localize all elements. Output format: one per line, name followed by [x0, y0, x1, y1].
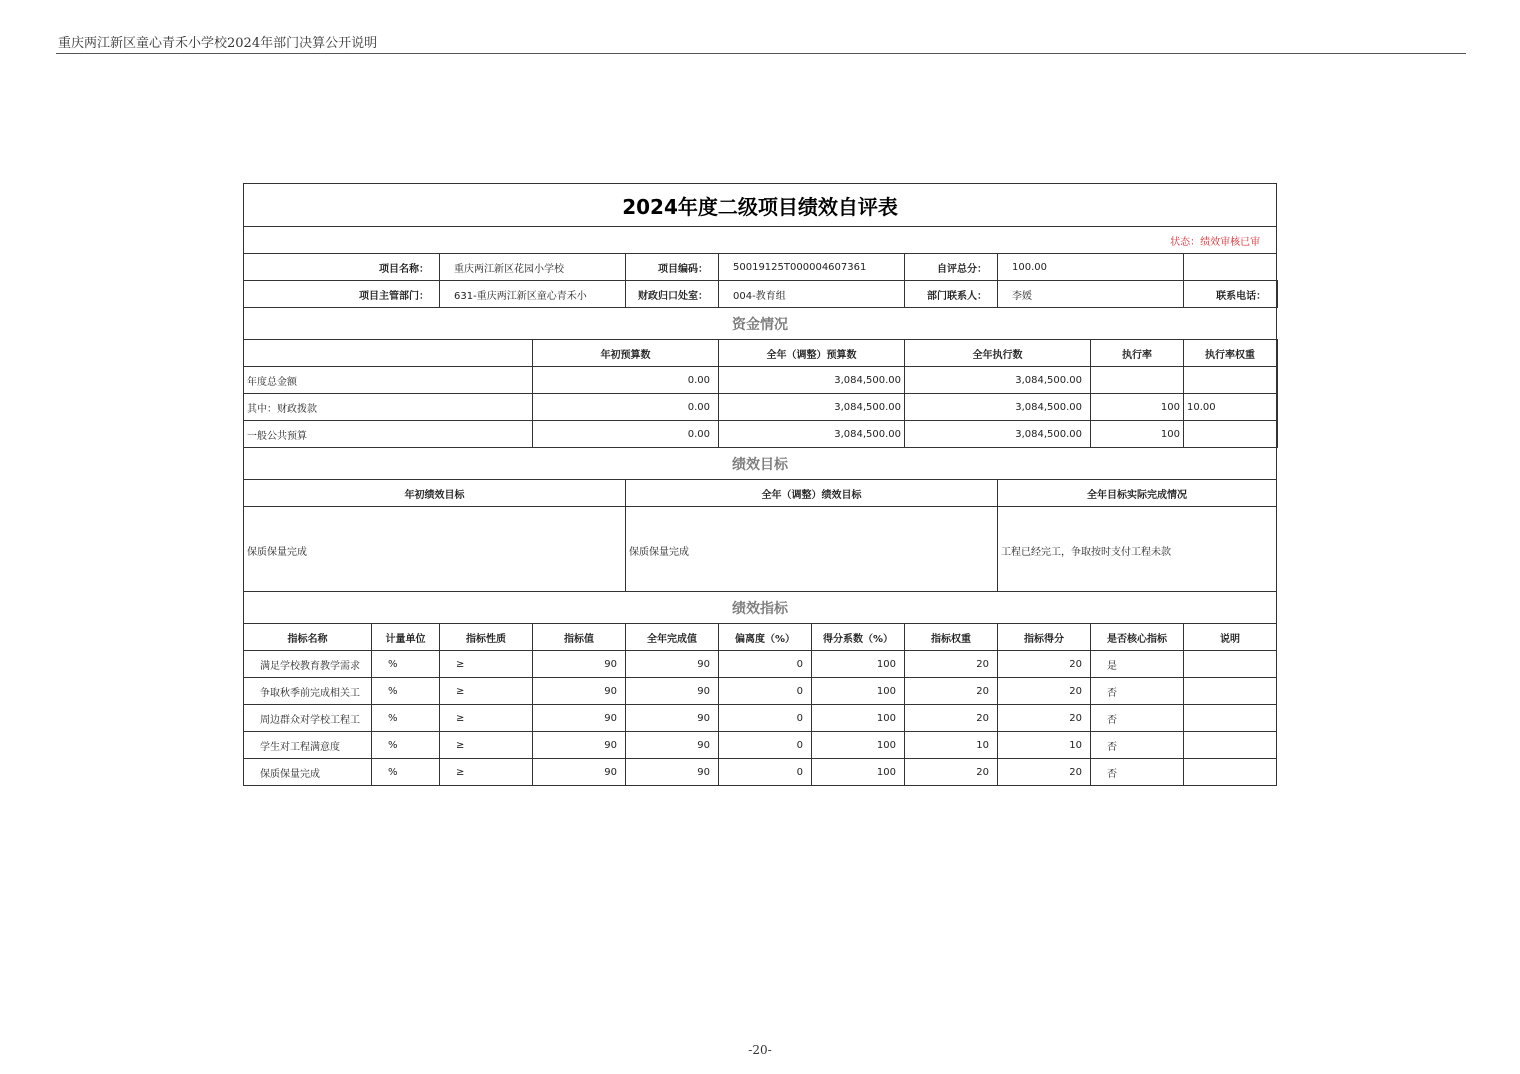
ind-score: 20	[998, 678, 1091, 705]
ind-unit: %	[372, 651, 440, 678]
ind-deviation: 0	[719, 705, 812, 732]
funds-row-rate: 100	[1091, 394, 1184, 421]
goal-adjusted-value: 保质保量完成	[626, 507, 998, 592]
ind-core: 否	[1091, 705, 1184, 732]
funds-row-initial: 0.00	[533, 421, 719, 448]
contact-label: 部门联系人：	[905, 281, 998, 308]
goals-header-initial: 年初绩效目标	[244, 480, 626, 507]
ind-nature: ≥	[440, 678, 533, 705]
ind-name: 保质保量完成	[244, 759, 372, 786]
ind-actual: 90	[626, 678, 719, 705]
score-label: 自评总分：	[905, 254, 998, 281]
ind-coef: 100	[812, 651, 905, 678]
ind-header-score: 指标得分	[998, 624, 1091, 651]
funds-row-rate: 100	[1091, 421, 1184, 448]
ind-actual: 90	[626, 732, 719, 759]
ind-unit: %	[372, 759, 440, 786]
funds-row-score	[1277, 367, 1278, 394]
ind-note	[1184, 705, 1277, 732]
form-title: 2024年度二级项目绩效自评表	[244, 184, 1277, 227]
ind-header-weight: 指标权重	[905, 624, 998, 651]
ind-header-coef: 得分系数（%）	[812, 624, 905, 651]
project-name-label: 项目名称：	[244, 254, 440, 281]
ind-name: 周边群众对学校工程工	[244, 705, 372, 732]
indicators-section-title: 绩效指标	[244, 592, 1277, 624]
goals-section-title: 绩效目标	[244, 448, 1277, 480]
ind-note	[1184, 678, 1277, 705]
ind-name: 学生对工程满意度	[244, 732, 372, 759]
ind-header-target: 指标值	[533, 624, 626, 651]
ind-score: 10	[998, 732, 1091, 759]
funds-header-weight: 执行率权重	[1184, 340, 1277, 367]
project-code-value: 50019125T000004607361	[719, 254, 905, 281]
funds-header-rate: 执行率	[1091, 340, 1184, 367]
ind-header-nature: 指标性质	[440, 624, 533, 651]
funds-header-blank	[244, 340, 533, 367]
funds-row-name: 其中：财政拨款	[244, 394, 533, 421]
ind-weight: 10	[905, 732, 998, 759]
funds-header-row	[244, 340, 1278, 367]
ind-unit: %	[372, 705, 440, 732]
ind-actual: 90	[626, 651, 719, 678]
project-name-value: 重庆两江新区花园小学校	[440, 254, 626, 281]
funds-header-initial: 年初预算数	[533, 340, 719, 367]
ind-score: 20	[998, 759, 1091, 786]
funds-row-executed: 3,084,500.00	[905, 394, 1091, 421]
funds-header-score	[1277, 340, 1278, 367]
ind-header-actual: 全年完成值	[626, 624, 719, 651]
ind-actual: 90	[626, 759, 719, 786]
indicator-row	[244, 678, 1278, 705]
ind-name: 争取秋季前完成相关工	[244, 678, 372, 705]
project-code-label: 项目编码：	[626, 254, 719, 281]
dept-label: 项目主管部门：	[244, 281, 440, 308]
ind-deviation: 0	[719, 759, 812, 786]
ind-target: 90	[533, 732, 626, 759]
funds-row-rate	[1091, 367, 1184, 394]
funds-row-weight	[1184, 421, 1277, 448]
funds-row-score	[1277, 394, 1278, 421]
ind-target: 90	[533, 705, 626, 732]
funds-section-title: 资金情况	[244, 308, 1277, 340]
indicator-row	[244, 732, 1278, 759]
ind-weight: 20	[905, 678, 998, 705]
funds-header-executed: 全年执行数	[905, 340, 1091, 367]
empty-cell	[1184, 254, 1277, 281]
ind-header-name: 指标名称	[244, 624, 372, 651]
funds-row-score	[1277, 421, 1278, 448]
page-header	[56, 30, 1466, 54]
dept-value: 631-重庆两江新区童心青禾小	[440, 281, 626, 308]
page-header-title: 重庆两江新区童心青禾小学校2024年部门决算公开说明	[58, 36, 378, 51]
goals-row	[244, 507, 1278, 592]
indicator-row	[244, 759, 1278, 786]
funds-row-initial: 0.00	[533, 394, 719, 421]
funds-row-weight	[1184, 367, 1277, 394]
status-label: 状态：绩效审核已审	[244, 227, 1277, 254]
ind-deviation: 0	[719, 678, 812, 705]
info-row-1	[244, 254, 1278, 281]
ind-nature: ≥	[440, 759, 533, 786]
indicator-row	[244, 705, 1278, 732]
phone-label: 联系电话：	[1184, 281, 1277, 308]
funds-row-adjusted: 3,084,500.00	[719, 394, 905, 421]
ind-header-note: 说明	[1184, 624, 1277, 651]
ind-core: 否	[1091, 759, 1184, 786]
funds-row-executed: 3,084,500.00	[905, 367, 1091, 394]
office-value: 004-教育组	[719, 281, 905, 308]
ind-nature: ≥	[440, 705, 533, 732]
ind-header-deviation: 偏离度（%）	[719, 624, 812, 651]
goals-header-adjusted: 全年（调整）绩效目标	[626, 480, 998, 507]
funds-row-name: 一般公共预算	[244, 421, 533, 448]
ind-name: 满足学校教育教学需求	[244, 651, 372, 678]
score-value: 100.00	[998, 254, 1184, 281]
performance-evaluation-table	[243, 183, 1278, 786]
funds-row-executed: 3,084,500.00	[905, 421, 1091, 448]
funds-row	[244, 367, 1278, 394]
ind-deviation: 0	[719, 651, 812, 678]
funds-row	[244, 421, 1278, 448]
ind-target: 90	[533, 678, 626, 705]
goal-actual-value: 工程已经完工，争取按时支付工程未款	[998, 507, 1277, 592]
ind-note	[1184, 759, 1277, 786]
ind-deviation: 0	[719, 732, 812, 759]
ind-weight: 20	[905, 759, 998, 786]
goals-header-row	[244, 480, 1278, 507]
ind-note	[1184, 732, 1277, 759]
ind-note	[1184, 651, 1277, 678]
contact-value: 李媛	[998, 281, 1184, 308]
funds-row	[244, 394, 1278, 421]
ind-target: 90	[533, 759, 626, 786]
funds-header-adjusted: 全年（调整）预算数	[719, 340, 905, 367]
funds-row-name: 年度总金额	[244, 367, 533, 394]
funds-row-adjusted: 3,084,500.00	[719, 367, 905, 394]
ind-unit: %	[372, 732, 440, 759]
ind-header-core: 是否核心指标	[1091, 624, 1184, 651]
indicators-header-row	[244, 624, 1278, 651]
goal-initial-value: 保质保量完成	[244, 507, 626, 592]
goals-header-actual: 全年目标实际完成情况	[998, 480, 1277, 507]
ind-coef: 100	[812, 732, 905, 759]
ind-coef: 100	[812, 759, 905, 786]
ind-core: 是	[1091, 651, 1184, 678]
ind-nature: ≥	[440, 651, 533, 678]
ind-score: 20	[998, 651, 1091, 678]
info-row-2	[244, 281, 1278, 308]
ind-coef: 100	[812, 705, 905, 732]
ind-score: 20	[998, 705, 1091, 732]
ind-core: 否	[1091, 732, 1184, 759]
phone-value	[1277, 281, 1278, 308]
funds-row-initial: 0.00	[533, 367, 719, 394]
ind-target: 90	[533, 651, 626, 678]
ind-unit: %	[372, 678, 440, 705]
funds-row-weight: 10.00	[1184, 394, 1277, 421]
ind-nature: ≥	[440, 732, 533, 759]
ind-coef: 100	[812, 678, 905, 705]
ind-core: 否	[1091, 678, 1184, 705]
funds-row-adjusted: 3,084,500.00	[719, 421, 905, 448]
ind-actual: 90	[626, 705, 719, 732]
ind-weight: 20	[905, 705, 998, 732]
ind-header-unit: 计量单位	[372, 624, 440, 651]
page-number: -20-	[748, 1043, 772, 1057]
indicator-row	[244, 651, 1278, 678]
ind-weight: 20	[905, 651, 998, 678]
office-label: 财政归口处室：	[626, 281, 719, 308]
